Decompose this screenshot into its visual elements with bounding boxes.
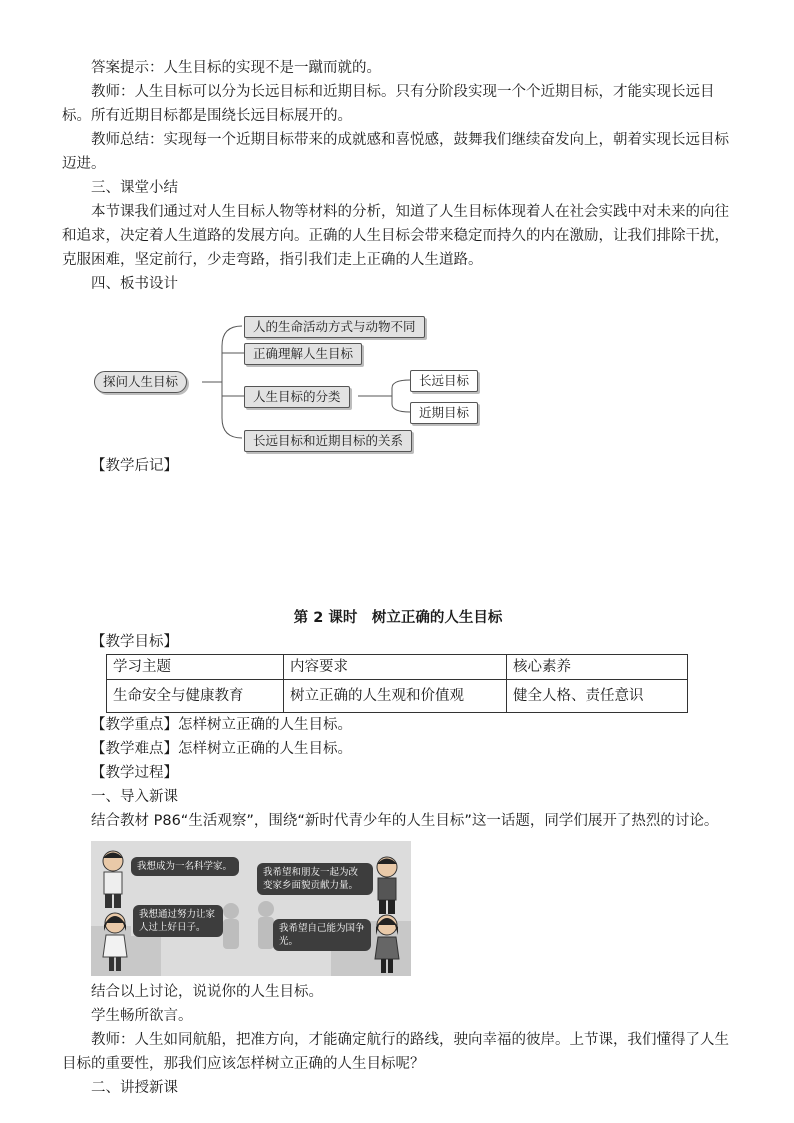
difficulty: 【教学难点】怎样树立正确的人生目标。 xyxy=(91,741,352,757)
table-row xyxy=(107,680,688,713)
speech-bubble: 我希望和朋友一起为改变家乡面貌贡献力量。 xyxy=(257,863,373,895)
boy-figure-left xyxy=(97,849,129,909)
afterword-label: 【教学后记】 xyxy=(91,458,178,474)
speech-bubble: 我想成为一名科学家。 xyxy=(131,857,239,876)
section-heading-new-lesson: 二、讲授新课 xyxy=(91,1080,178,1096)
teacher-paragraph: 教师：人生目标可以分为长远目标和近期目标。只有分阶段实现一个个近期目标，才能实现长远目标。所有近期目标都是围绕长远目标展开的。 xyxy=(62,84,715,124)
board-sub-long-term: 长远目标 xyxy=(410,370,478,392)
board-sub-short-term: 近期目标 xyxy=(410,402,478,424)
summary-paragraph: 本节课我们通过对人生目标人物等材料的分析，知道了人生目标体现着人在社会实践中对未来的向往和追求，决定着人生道路的发展方向。正确的人生目标会带来稳定而持久的内在激励，让我们排除干扰，克服困难，坚定前行，少走弯路，指引我们走上正确的人生道路。 xyxy=(62,204,729,268)
speech-bubble: 我希望自己能为国争光。 xyxy=(273,919,371,951)
speech-bubble: 我想通过努力让家人过上好日子。 xyxy=(133,905,223,937)
document-page xyxy=(62,56,734,1100)
process-label: 【教学过程】 xyxy=(91,765,178,781)
intro-text: 结合教材 P86“生活观察”，围绕“新时代青少年的人生目标”这一话题，同学们展开了热烈的讨论。 xyxy=(91,813,719,829)
boy-figure-right xyxy=(371,855,403,915)
section-heading-board: 四、板书设计 xyxy=(91,276,178,292)
board-branch-4: 长远目标和近期目标的关系 xyxy=(244,430,412,452)
discussion-illustration xyxy=(91,841,411,976)
lesson-title: 第 2 课时 树立正确的人生目标 xyxy=(293,610,503,626)
goals-table xyxy=(106,654,688,713)
board-branch-2: 正确理解人生目标 xyxy=(244,343,362,365)
girl-figure-left xyxy=(99,911,131,973)
table-header-cell: 内容要求 xyxy=(284,655,507,680)
girl-figure-right xyxy=(371,913,403,975)
table-cell: 树立正确的人生观和价值观 xyxy=(284,680,507,713)
section-heading-summary: 三、课堂小结 xyxy=(91,180,178,196)
teacher-summary: 教师总结：实现每一个近期目标带来的成就感和喜悦感，鼓舞我们继续奋发向上，朝着实现长远目标迈进。 xyxy=(62,132,729,172)
table-header-cell: 核心素养 xyxy=(507,655,688,680)
table-cell: 生命安全与健康教育 xyxy=(107,680,284,713)
intro-heading: 一、导入新课 xyxy=(91,789,178,805)
goals-label: 【教学目标】 xyxy=(91,634,178,650)
board-branch-1: 人的生命活动方式与动物不同 xyxy=(244,316,425,338)
board-root-node: 探问人生目标 xyxy=(94,371,187,393)
board-branch-3: 人生目标的分类 xyxy=(244,386,350,408)
teacher-transition: 教师：人生如同航船，把准方向，才能确定航行的路线，驶向幸福的彼岸。上节课，我们懂得了人生目标的重要性，那我们应该怎样树立正确的人生目标呢？ xyxy=(62,1032,729,1072)
discussion-prompt: 结合以上讨论，说说你的人生目标。 xyxy=(91,984,323,1000)
table-header-row xyxy=(107,655,688,680)
board-diagram xyxy=(62,298,734,448)
table-header-cell: 学习主题 xyxy=(107,655,284,680)
answer-hint: 答案提示：人生目标的实现不是一蹴而就的。 xyxy=(91,60,381,76)
key-point: 【教学重点】怎样树立正确的人生目标。 xyxy=(91,717,352,733)
student-response: 学生畅所欲言。 xyxy=(91,1008,193,1024)
table-cell: 健全人格、责任意识 xyxy=(507,680,688,713)
